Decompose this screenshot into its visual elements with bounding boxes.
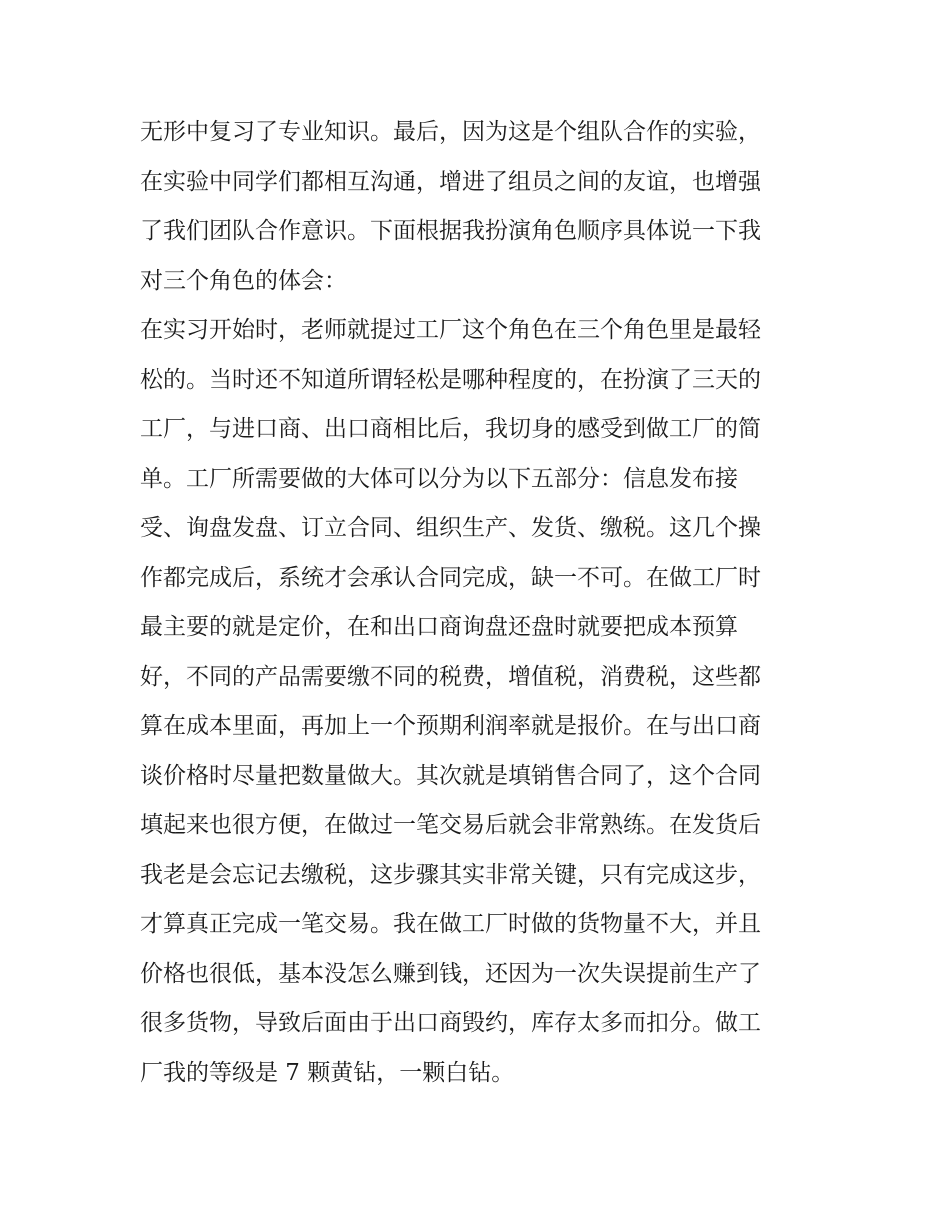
text-line: 好，不同的产品需要缴不同的税费，增值税，消费税，这些都 [140,663,761,690]
text-line: 无形中复习了专业知识。最后，因为这是个组队合作的实验， [140,119,761,145]
text-line: 很多货物，导致后面由于出口商毁约，库存太多而扣分。做工 [140,1010,761,1036]
text-line: 我老是会忘记去缴税，这步骤其实非常关键，只有完成这步， [140,861,761,888]
text-line: 工厂，与进口商、出口商相比后，我切身的感受到做工厂的简 [140,416,761,442]
text-line: 单。工厂所需要做的大体可以分为以下五部分：信息发布接 [140,465,738,492]
text-line: 价格也很低，基本没怎么赚到钱，还因为一次失误提前生产了 [140,960,761,987]
text-line: 对三个角色的体会： [140,267,347,294]
text-line: 厂我的等级是 7 颗黄钻，一颗白钻。 [140,1059,515,1086]
text-line: 算在成本里面，再加上一个预期利润率就是报价。在与出口商 [140,713,761,739]
text-line: 作都完成后，系统才会承认合同完成，缺一不可。在做工厂时 [140,564,761,591]
text-line: 在实习开始时，老师就提过工厂这个角色在三个角色里是最轻 [140,317,761,343]
text-line: 受、询盘发盘、订立合同、组织生产、发货、缴税。这几个操 [140,515,761,541]
text-line: 松的。当时还不知道所谓轻松是哪种程度的，在扮演了三天的 [140,366,761,393]
text-line: 谈价格时尽量把数量做大。其次就是填销售合同了，这个合同 [140,762,761,789]
text-line: 填起来也很方便，在做过一笔交易后就会非常熟练。在发货后 [140,812,761,838]
text-line: 了我们团队合作意识。下面根据我扮演角色顺序具体说一下我 [140,218,761,244]
text-line: 最主要的就是定价，在和出口商询盘还盘时就要把成本预算 [140,614,738,640]
text-line: 在实验中同学们都相互沟通，增进了组员之间的友谊，也增强 [140,168,761,195]
body-text [140,108,830,1098]
text-line: 才算真正完成一笔交易。我在做工厂时做的货物量不大，并且 [140,911,761,937]
